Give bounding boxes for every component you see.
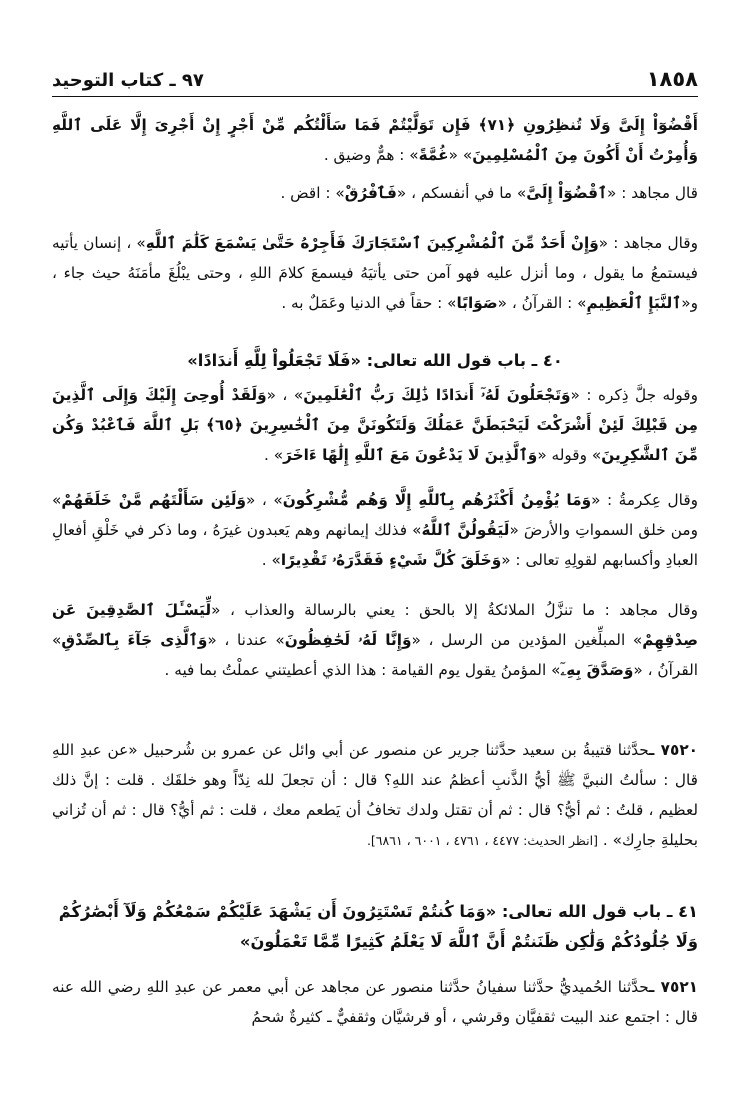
quran-text: فَلَا تَجْعَلُواْ لِلَّهِ أَندَادًا [197,351,351,370]
text-run: » : همٌّ وضيق . [323,146,419,164]
text-run: » ، إنسان يأتيه فيستمعُ ما يقول ، وما أنزل عليه فهو آمن حتى يأتيَهُ فيسمعَ كلامَ اللهِ ، وحتى يبْلُغَ مأمَنَهُ حيث جاء ، و« [52,234,698,312]
book-title: ٩٧ ـ كتاب التوحيد [52,70,204,91]
text-run: وقال مجاهد : « [598,234,698,252]
cross-reference: [انظر الحديث: ٤٤٧٧ ، ٤٧٦١ ، ٦٠٠١ ، ٦٨٦١]. [366,833,598,848]
text-run: » عندنا ، « [207,631,285,649]
text-run: » المبلِّغين المؤدين من الرسل ، « [411,631,643,649]
quran-text: وَلَقَدْ أُوحِىَ إِلَيْكَ وَإِلَى ٱلَّذِينَ مِن قَبْلِكَ لَئِنْ أَشْرَكْتَ لَيَحْبَطَنَّ عَمَلُكَ وَلَتَكُونَنَّ مِنَ ٱلْخَٰسِرِينَ ﴿٦٥﴾ بَلِ ٱللَّهَ فَٱعْبُدْ وَكُن مِّنَ ٱلشَّٰكِرِينَ [52,386,698,464]
paragraph [52,380,698,470]
text-run: » [187,351,198,370]
quran-text: لِّيَسْـَٔلَ ٱلصَّٰدِقِينَ عَن صِدْقِهِمْ [52,601,698,649]
quran-text: وَٱلَّذِى جَآءَ بِٱلصِّدْقِ [61,631,208,649]
paragraph [52,485,698,575]
paragraph [52,228,698,318]
quran-text: ٱلنَّبَإِ ٱلْعَظِيمِ [586,294,682,312]
text-run: ٤١ ـ باب قول الله تعالى: « [485,902,698,921]
text-run: » . [261,551,281,569]
quran-text: فَٱفْرُقْ [344,184,397,202]
quran-text: صَوَابًا [456,294,498,312]
text-run: » ما في أنفسكم ، « [396,184,527,202]
quran-text: وَمَا يُؤْمِنُ أَكْثَرُهُم بِٱللَّهِ إِلَّا وَهُم مُّشْرِكُونَ [282,491,592,509]
quran-text: ٱقْضُوٓاْ إِلَىَّ [526,184,607,202]
text-run: » ، « [246,491,283,509]
hadith-number: ٧٥٢٠ ـ [649,741,698,759]
text-run: حدَّثنا قتيبةُ بن سعيد حدَّثنا جرير عن منصور عن أبي وائل عن عمرو بن شُرحبيل «عن عبدِ اللهِ قال : سألتُ النبيَّ ﷺ أيُّ الذَّنبِ أعظمُ عند اللهِ؟ قال : أن تجعلَ لله نِدّاً وهو خلقَك . قلت : إنَّ ذلك لعظيم ، قلتُ : ثم أيُّ؟ قال : ثم أن تقتل ولدك تخافُ أن يَطعم معك ، قلت : ثم أيُّ؟ قال : ثم أن تُزاني بحليلةِ جارِك» . [52,741,698,849]
quran-text: غُمَّةً [418,146,449,164]
text-run: » : حقاً في الدنيا وعَمَلٌ به . [281,294,457,312]
quran-text: أَقْضُوٓاْ إِلَىَّ وَلَا تُنظِرُونِ ﴿٧١﴾ فَإِن تَوَلَّيْتُمْ فَمَا سَأَلْتُكُم مِّنْ أَجْرٍ إِنْ أَجْرِىَ إِلَّا عَلَى ٱللَّهِ وَأُمِرْتُ أَنْ أَكُونَ مِنَ ٱلْمُسْلِمِينَ [52,116,698,164]
paragraph [52,972,698,1032]
page-number: ١٨٥٨ [646,67,698,91]
text-run: » . [264,446,284,464]
text-run: » المؤمنُ يقول يوم القيامة : هذا الذي أعطيتني عملْتُ بما فيه . [164,661,561,679]
text-run: » : القرآنُ ، « [497,294,587,312]
text-run: قال مجاهد : « [606,184,698,202]
paragraph [52,178,698,208]
quran-text: وَتَجْعَلُونَ لَهُۥٓ أَندَادًا ذَٰلِكَ رَبُّ ٱلْعَٰلَمِينَ [303,386,571,404]
text-run: حدَّثنا الحُميديُّ حدَّثنا سفيانُ حدَّثنا منصور عن مجاهد عن أبي معمر عن عبدِ اللهِ رضي الله عنه قال : اجتمع عند البيت ثقفيَّان وقرشي ، أو قرشيَّان وثقفيٌّ ـ كثيرةٌ شحمُ [52,978,698,1026]
text-run: » وقوله « [537,446,602,464]
text-run: وقال عِكرمةُ : « [591,491,699,509]
text-run: » ، « [266,386,304,404]
quran-text: وَإِنَّا لَهُۥ لَحَٰفِظُونَ [284,631,412,649]
text-run: » : اقض . [280,184,345,202]
paragraph [52,735,698,856]
chapter-heading [52,346,698,376]
paragraph [52,595,698,685]
paragraph [52,110,698,170]
quran-text: وَلَئِن سَأَلْتَهُم مَّنْ خَلَقَهُمْ [61,491,247,509]
text-run: » « [448,146,473,164]
text-run: » القرآنُ ، « [52,631,698,679]
text-run: » ومن خلق السمواتِ والأرضَ « [52,491,698,539]
text-run: وقوله جلَّ ذِكره : « [570,386,698,404]
quran-text: وَخَلَقَ كُلَّ شَيْءٍ فَقَدَّرَهُۥ تَقْدِيرًا [280,551,502,569]
page-header [52,60,698,97]
quran-text: وَصَدَّقَ بِهِۦٓ [560,661,634,679]
text-run: ٤٠ ـ باب قول الله تعالى: « [350,351,563,370]
text-run: » [239,932,251,951]
quran-text: وَٱلَّذِينَ لَا يَدْعُونَ مَعَ ٱللَّهِ إِلَٰهًا ءَاخَرَ [283,446,538,464]
text-run: » فذلك إيمانهم وهم يَعبدون غيرَهُ ، وما ذكر في خَلْقِ أفعالِ العبادِ وأكسابهم لقولِهِ تعالى : « [52,521,698,569]
text-run: وقال مجاهد : ما تنزَّلُ الملائكةُ إلا بالحق : يعني بالرسالة والعذاب ، « [211,601,698,619]
quran-text: وَإِنْ أَحَدٌ مِّنَ ٱلْمُشْرِكِينَ ٱسْتَجَارَكَ فَأَجِرْهُ حَتَّىٰ يَسْمَعَ كَلَٰمَ ٱللَّهِ [145,234,599,252]
chapter-heading [52,897,698,957]
quran-text: لَيَقُولُنَّ ٱللَّهُ [421,521,510,539]
quran-text: وَمَا كُنتُمْ تَسْتَتِرُونَ أَن يَشْهَدَ عَلَيْكُمْ سَمْعُكُمْ وَلَآ أَبْصَٰرُكُمْ وَلَا جُلُودُكُمْ وَلَٰكِن ظَنَنتُمْ أَنَّ ٱللَّهَ لَا يَعْلَمُ كَثِيرًا مِّمَّا تَعْمَلُونَ [58,902,698,951]
hadith-number: ٧٥٢١ ـ [649,978,698,996]
